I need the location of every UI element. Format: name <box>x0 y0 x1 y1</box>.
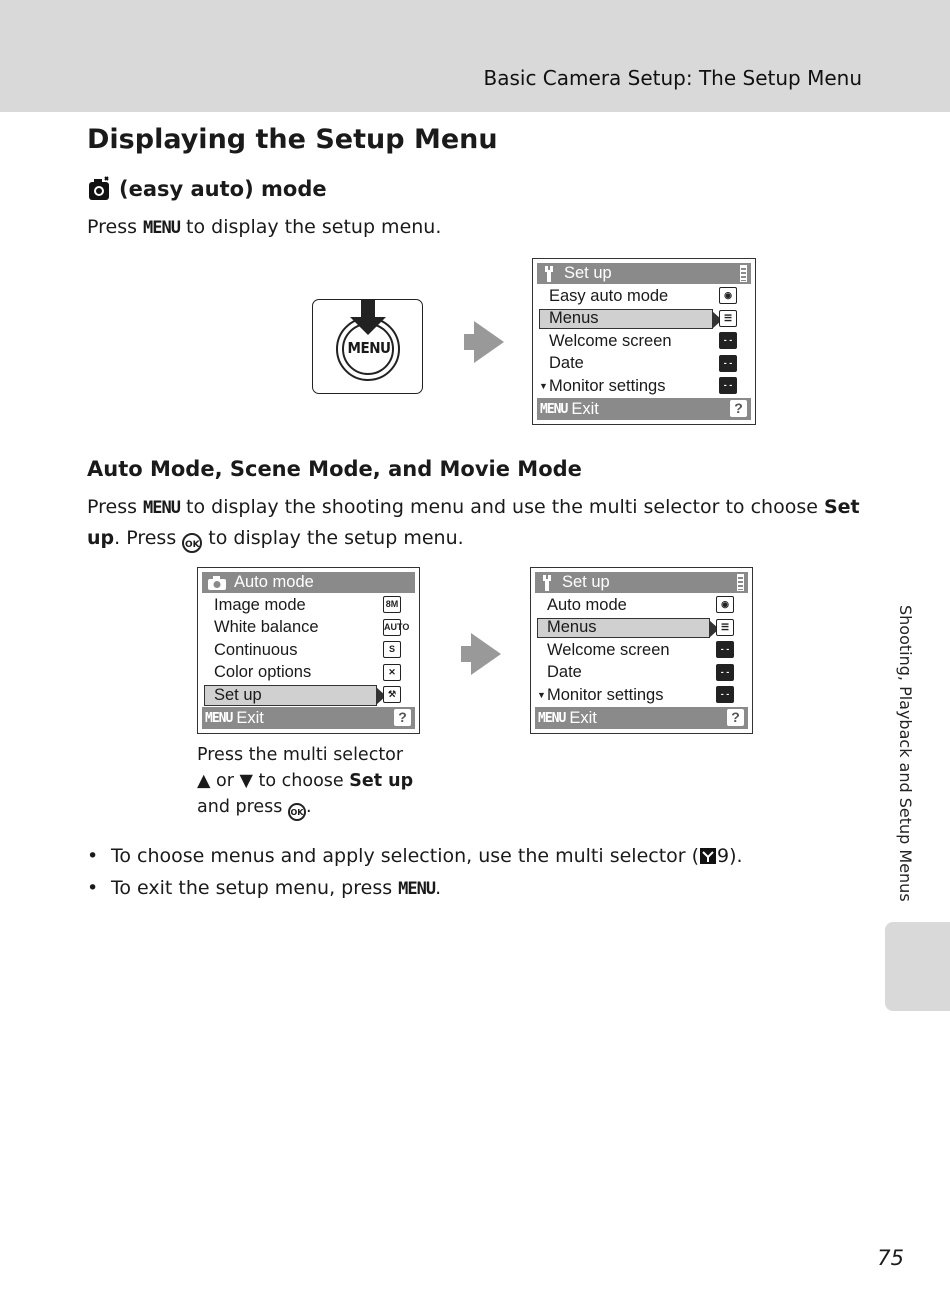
bold-text: Set up <box>349 771 414 791</box>
text: . <box>305 797 312 817</box>
page-number: 75 <box>877 1246 904 1270</box>
menu-item[interactable] <box>537 353 751 376</box>
camera-icon <box>208 576 226 590</box>
help-icon: ? <box>394 709 411 726</box>
section-heading-auto-scene-movie: Auto Mode, Scene Mode, and Movie Mode <box>87 457 582 481</box>
setting-value-icon: - - <box>719 377 737 394</box>
exit-label: Exit <box>571 399 599 418</box>
wrench-icon <box>542 265 556 283</box>
screen-header <box>202 572 415 593</box>
exit-label: Exit <box>569 708 597 727</box>
menu-item-label: Menus <box>549 309 599 328</box>
setting-value-icon: AUTO <box>383 619 401 636</box>
menu-item[interactable] <box>535 684 748 707</box>
menu-list <box>202 594 415 707</box>
page-reference: 9 <box>717 845 730 867</box>
ok-button-icon: OK <box>182 533 202 553</box>
scrollbar <box>737 574 744 591</box>
setting-value-icon: - - <box>716 641 734 658</box>
list-item <box>87 872 867 905</box>
setup-menu-screen-auto <box>530 567 753 734</box>
section2-text <box>87 492 867 553</box>
shooting-menu-screen <box>197 567 420 734</box>
easy-auto-mode-icon <box>87 176 113 202</box>
screen-title: Set up <box>562 573 610 591</box>
scroll-down-icon: ▼ <box>539 381 548 392</box>
screen-header <box>537 263 751 284</box>
caption-line <box>197 794 437 821</box>
text: To exit the setup menu, press <box>111 877 399 899</box>
easy-auto-icon: ◉ <box>719 287 737 304</box>
menu-key-glyph: MENU <box>538 710 566 726</box>
menu-item[interactable] <box>537 308 751 331</box>
header-title: Basic Camera Setup: The Setup Menu <box>483 66 862 90</box>
down-arrow-icon: ▼ <box>239 771 253 791</box>
wrench-icon: ⚒ <box>383 686 401 703</box>
screen-footer <box>535 707 748 729</box>
menu-list <box>535 594 748 707</box>
menu-item[interactable] <box>537 375 751 398</box>
side-tab <box>885 922 950 1011</box>
menu-item[interactable] <box>535 594 748 617</box>
menu-item-label: Monitor settings <box>549 376 666 395</box>
menu-item-label: White balance <box>214 618 319 637</box>
text: Press <box>87 496 144 518</box>
bullet-list <box>87 840 867 905</box>
menu-item[interactable] <box>537 330 751 353</box>
setting-value-icon: - - <box>719 355 737 372</box>
menu-item[interactable] <box>535 639 748 662</box>
menu-item-label: Welcome screen <box>549 331 672 350</box>
next-arrow-icon <box>471 633 501 675</box>
caption-line <box>197 768 437 794</box>
page-header <box>0 0 950 112</box>
section-heading-easy-auto <box>87 176 327 202</box>
next-arrow-icon <box>474 321 504 363</box>
menus-icon: ☰ <box>719 310 737 327</box>
list-item <box>87 840 867 872</box>
menu-key-glyph: MENU <box>143 498 180 518</box>
text: to display the setup menu. <box>180 216 442 238</box>
section1-text <box>87 212 867 243</box>
text: to display the setup menu. <box>202 527 464 549</box>
screen-header <box>535 572 748 593</box>
figure-caption <box>197 742 437 821</box>
up-arrow-icon: ▲ <box>197 771 211 791</box>
text: to choose <box>252 771 350 791</box>
caption-line: Press the multi selector <box>197 745 404 765</box>
menu-item-label: Date <box>547 663 582 682</box>
bold-text: Set up <box>87 496 860 549</box>
menu-item[interactable] <box>202 617 415 640</box>
menu-key-glyph: MENU <box>540 401 568 417</box>
bullet-text <box>111 872 441 905</box>
menu-item[interactable] <box>202 684 415 707</box>
text: To choose menus and apply selection, use the multi selector ( <box>111 845 700 867</box>
text: to display the shooting menu and use the multi selector to choose <box>180 496 824 518</box>
exit-label: Exit <box>236 708 264 727</box>
scrollbar <box>740 265 747 282</box>
help-icon: ? <box>727 709 744 726</box>
menu-item-label: Monitor settings <box>547 685 664 704</box>
setting-value-icon: - - <box>716 686 734 703</box>
text: and press <box>197 797 288 817</box>
camera-menu-button-illustration <box>312 299 423 394</box>
menu-item-label: Color options <box>214 663 312 682</box>
text: or <box>210 771 240 791</box>
menu-item-label: Set up <box>214 685 262 704</box>
menu-key-glyph: MENU <box>205 710 233 726</box>
color-options-icon: ✕ <box>383 664 401 681</box>
text: ). <box>729 845 743 867</box>
menu-item-label: Menus <box>547 618 597 637</box>
menu-item[interactable] <box>537 285 751 308</box>
menu-item-label: Easy auto mode <box>549 286 669 305</box>
menu-item-label: Image mode <box>214 595 306 614</box>
section-heading-label: (easy auto) mode <box>119 177 327 201</box>
page-title: Displaying the Setup Menu <box>87 124 498 155</box>
menu-button-label: MENU <box>347 339 391 357</box>
setting-value-icon: - - <box>716 664 734 681</box>
text: . <box>435 877 442 899</box>
setup-menu-screen-easy-auto <box>532 258 756 425</box>
side-tab-label: Shooting, Playback and Setup Menus <box>896 605 915 902</box>
menu-key-glyph: MENU <box>398 879 436 899</box>
menu-key-glyph: MENU <box>143 218 180 238</box>
screen-title: Set up <box>564 264 612 282</box>
menu-item[interactable] <box>535 617 748 640</box>
text: . Press <box>114 527 183 549</box>
setting-value-icon: - - <box>719 332 737 349</box>
setting-value-icon: S <box>383 641 401 658</box>
screen-footer <box>202 707 415 729</box>
bullet-icon: • <box>87 845 99 867</box>
scroll-down-icon: ▼ <box>537 690 546 701</box>
text: Press <box>87 216 144 238</box>
help-icon: ? <box>730 400 747 417</box>
ok-button-icon: OK <box>288 803 306 821</box>
setting-value-icon: 8M <box>383 596 401 613</box>
camera-icon: ◉ <box>716 596 734 613</box>
menu-item[interactable] <box>202 662 415 685</box>
menu-item-label: Continuous <box>214 640 298 659</box>
bullet-icon: • <box>87 877 99 899</box>
menu-list <box>537 285 751 398</box>
menu-item[interactable] <box>202 639 415 662</box>
menus-icon: ☰ <box>716 619 734 636</box>
menu-item[interactable] <box>535 662 748 685</box>
menu-item-label: Date <box>549 354 584 373</box>
menu-item-label: Welcome screen <box>547 640 670 659</box>
bullet-text <box>111 840 743 872</box>
menu-item-label: Auto mode <box>547 595 627 614</box>
wrench-icon <box>540 574 554 592</box>
menu-item[interactable] <box>202 594 415 617</box>
reference-icon <box>699 847 717 865</box>
screen-footer <box>537 398 751 420</box>
screen-title: Auto mode <box>234 573 314 591</box>
